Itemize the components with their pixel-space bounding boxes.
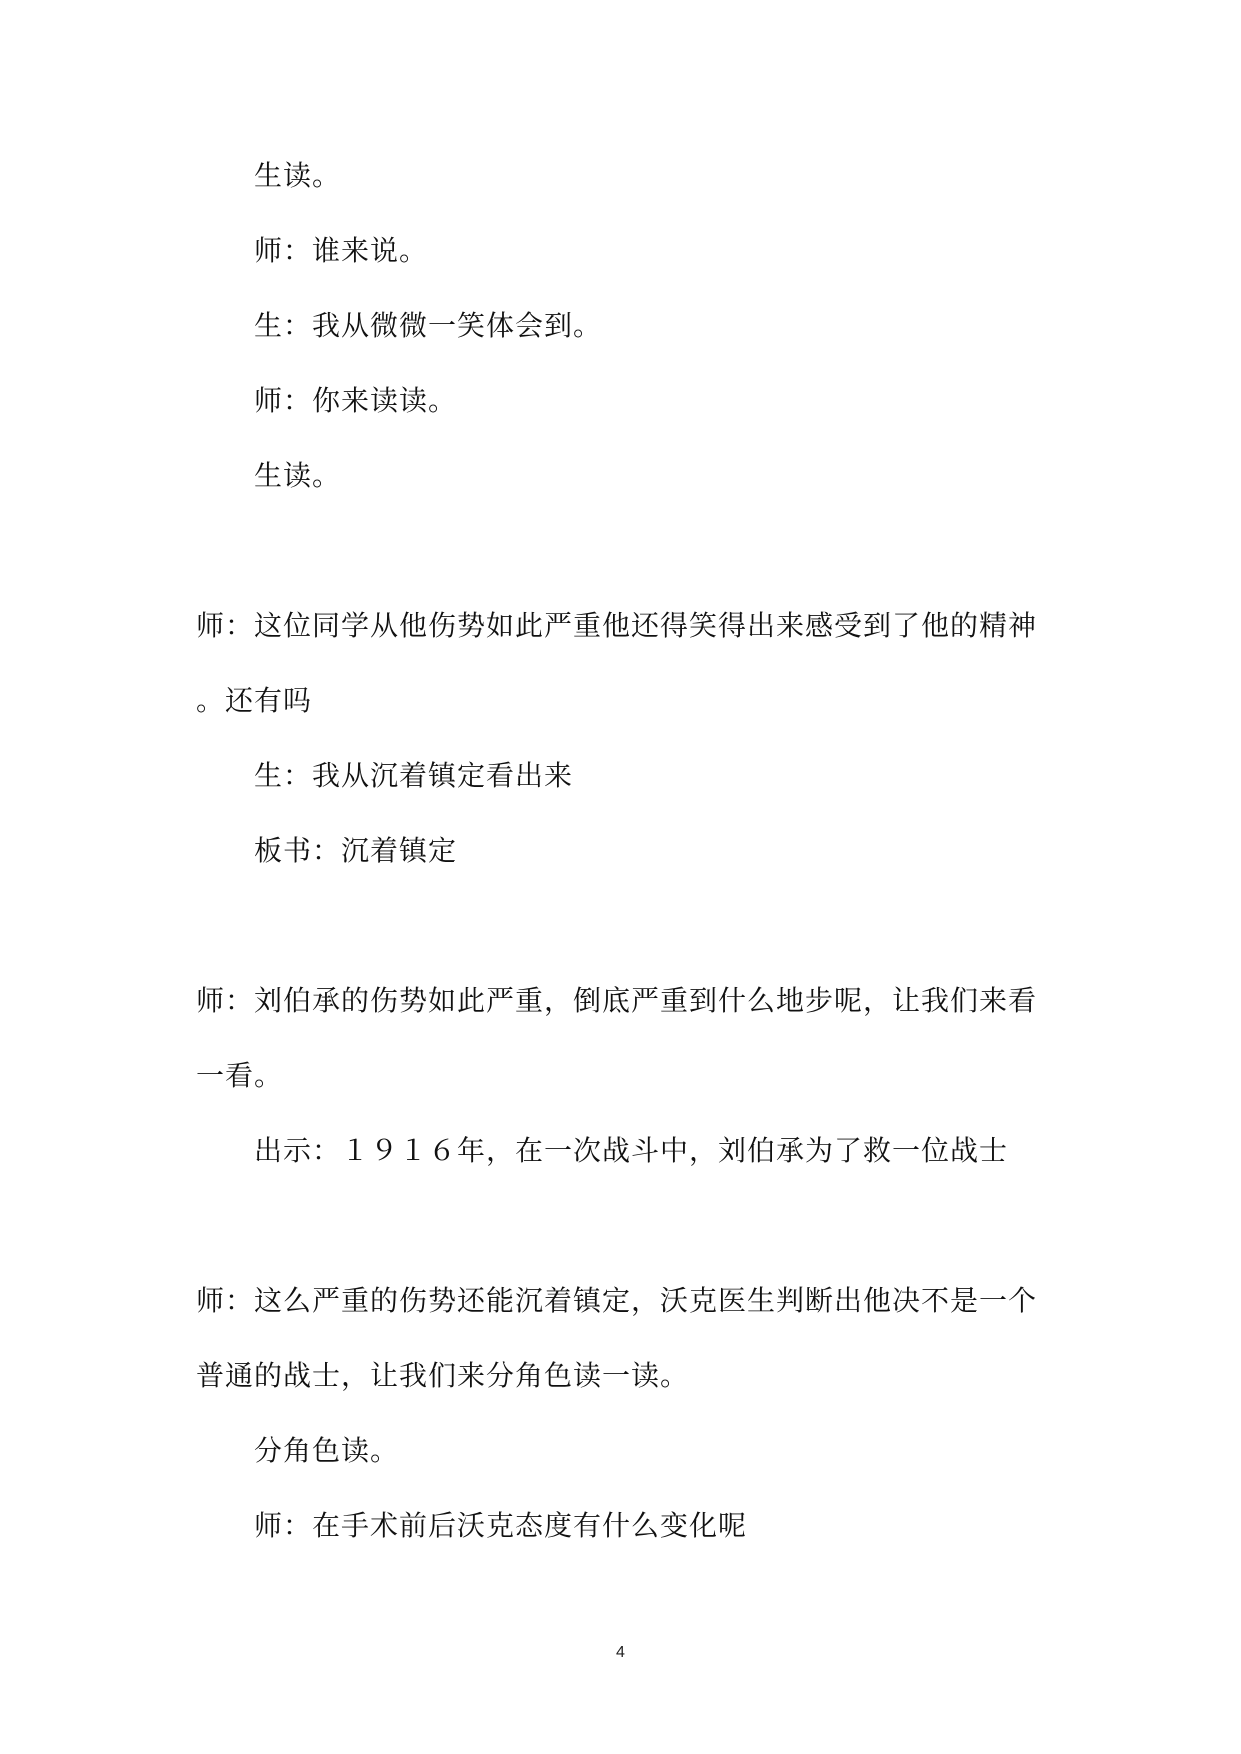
text-line: 师：你来读读。	[254, 384, 458, 417]
text-line: 一看。	[196, 1059, 284, 1092]
text-line: 师：刘伯承的伤势如此严重，倒底严重到什么地步呢，让我们来看	[196, 984, 1038, 1017]
text-line: 生：我从微微一笑体会到。	[254, 309, 603, 342]
page-number: 4	[616, 1644, 625, 1661]
text-line: 师：谁来说。	[254, 234, 429, 267]
text-line: 板书：沉着镇定	[254, 834, 458, 867]
text-line: 生读。	[254, 159, 342, 192]
text-line: 。还有吗	[196, 684, 313, 717]
text-line: 师：在手术前后沃克态度有什么变化呢	[254, 1509, 748, 1542]
text-line: 普通的战士，让我们来分角色读一读。	[196, 1359, 690, 1392]
text-line: 出示：１９１６年，在一次战斗中，刘伯承为了救一位战士	[254, 1134, 1009, 1167]
text-line: 师：这么严重的伤势还能沉着镇定，沃克医生判断出他决不是一个	[196, 1284, 1038, 1317]
text-line: 生：我从沉着镇定看出来	[254, 759, 574, 792]
text-line: 生读。	[254, 459, 342, 492]
text-line: 师：这位同学从他伤势如此严重他还得笑得出来感受到了他的精神	[196, 609, 1038, 642]
text-line: 分角色读。	[254, 1434, 400, 1467]
